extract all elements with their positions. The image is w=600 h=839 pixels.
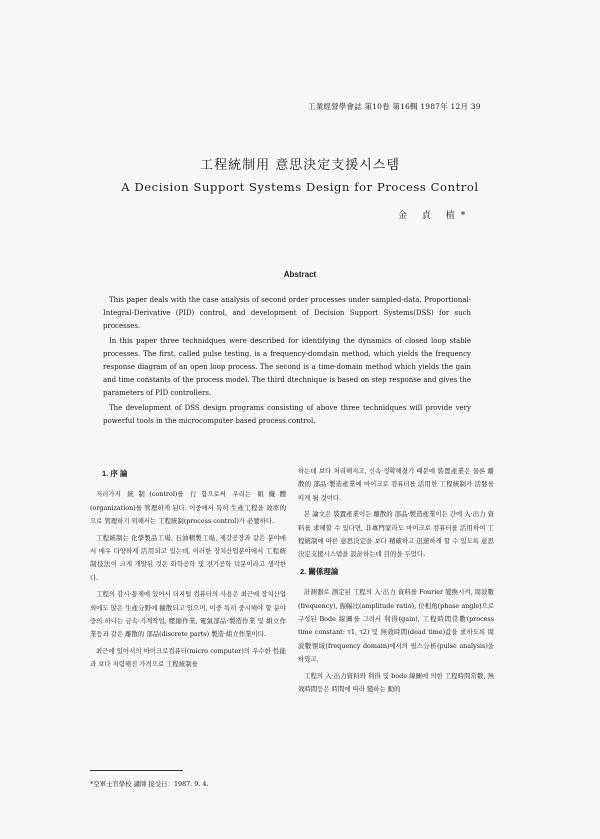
abstract-paragraph: The development of DSS design programs consisting of above three technidques will provide very powerful tools in the microcomputer based process control.: [103, 404, 471, 425]
footnote: *空軍士官學校 講師 接受日：1987. 9. 4.: [90, 780, 209, 788]
body-paragraph: 計測器로 測定된 工程의 入·出力 資料를 Fourier 變換시켜, 周波數(frequency), 振幅比(amplitude ratio), 位相角(phase angle)으로 구성된 Bode 線圖를 그려서 利得(gain), 工程時間常數(process time constant: τ1, τ2) 및 無效時間(dead time)값을 求하도록 周波數領域(frequency domain)에서의 펄스分析(pulse analysis)을 하였고,: [298, 588, 494, 664]
abstract-paragraph: In this paper three technidques were described for identifying the dynamics of closed loop stable processes. The first, called pulse testing, is a frequency-domdain method, which yields the frequency response diagram of an open loop process. The second is a time-domain method which yields the gain and time constants of the process model. The third dtechnique is based on step response and gives the parameters of PID controllers.: [103, 337, 471, 397]
left-column: [90, 465, 286, 675]
title-english: A Decision Support Systems Design for Process Control: [121, 180, 479, 194]
body-paragraph: 工程統制는 化學製品工場, 石油精製工場, 제강공장과 같은 분야에서 매우 다양하게 活用되고 있는데, 이러한 장치산업분야에서 工程統制技法이 크게 개발된 것은 화학공학 및 전기공학 덕분이라고 생각한다.: [90, 533, 286, 582]
body-paragraph: 저러가지 統制(control)를 行함으로써 우리는 組織體(organization)를 管理하게 된다. 이중에서 특히 生產工程을 效率的으로 管理하기 위해서는 工程統制(process control)가 必要하다.: [90, 490, 286, 526]
author: 金 貞 植*: [398, 211, 472, 221]
body-paragraph: 최근에 있어서의 마이크로컴퓨터(micro computer)의 우수한 性能과 보다 저렴해진 가격으로 工程統制를: [90, 646, 286, 669]
body-paragraph: 본 論文은 裝置產業이든 離散的 部品·製造產業이든 간에 入·出力 資料를 求해할 수 있다면, 非專門家라도 마이크로 컴퓨터를 活用하여 工程統制에 따른 意思決定을 보다 精確하고 迅速하게 할 수 있도록 意思決定支援시스템을 設計하는데 目的을 두었다.: [298, 510, 494, 559]
right-column: [298, 465, 494, 700]
body-paragraph: 하는데 보다 처리해지고, 신속·정확해졌기 때문에 裝置產業은 물론 離散的 部品·製造產業에 마이크로 컴퓨터를 活用한 工程統制가 活發를 띠게 될 것이다.: [298, 467, 494, 502]
footnote-divider: [90, 770, 183, 771]
body-paragraph: 工程의 감시·통제에 있어서 더지털 컴퓨터의 사용은 최근에 장치산업 외에도 많은 生產分野에 擴散되고 있으며, 이중 특히 중시해야 할 분야중의 하나는 금속·기계작업, 壓縮作業, 電氣部品·製造作業 및 組立作業등과 같은 離散的 部品(discrete parts) 製造·組立作業이다.: [90, 590, 286, 639]
body-paragraph: 工程의 入·出力資料와 利得 및 bode 線圖에 의한 工程時間常數, 無效時間등은 時間에 따라 變하는 動的: [298, 671, 494, 694]
journal-header: 工業經營學會誌 第10卷 第16輯 1987年 12月 39: [308, 102, 481, 111]
section-heading-theory: 2. 關係理論: [300, 566, 339, 576]
abstract-body: [103, 294, 471, 430]
abstract-heading: Abstract: [283, 270, 317, 279]
abstract-paragraph: This paper deals with the case analysis of second order processes under sampled-data. Proportional-Integral-Derivative (PID) control, and development of Decision Support Systems(DSS) for such processes.: [103, 296, 471, 330]
section-heading-introduction: 1. 序 論: [102, 469, 128, 478]
title-korean: 工程統制用 意思決定支援시스템: [200, 158, 400, 173]
